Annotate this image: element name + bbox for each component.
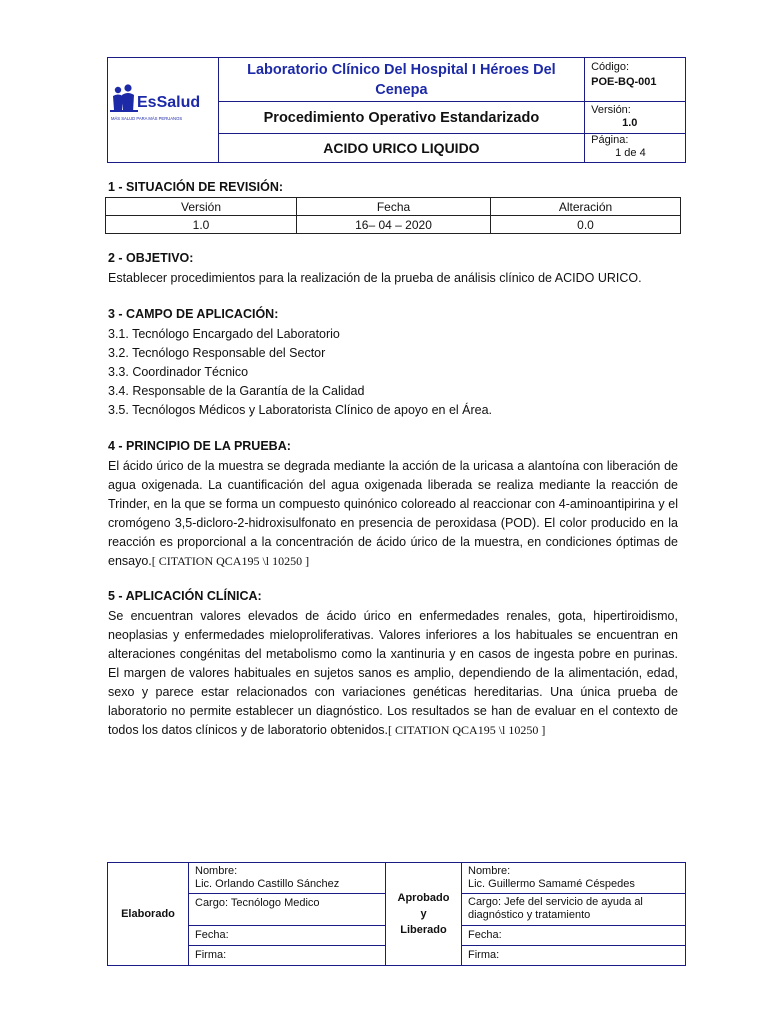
left-name: Lic. Orlando Castillo Sánchez <box>195 878 340 891</box>
version-label: Versión: <box>591 104 631 117</box>
left-name-label: Nombre: <box>195 865 238 878</box>
clinical-text: Se encuentran valores elevados de ácido úrico en enfermedades renales, gota, hipertiroidismo, neoplasias y enfermedades mieloproliferativas. Valores inferiores a los habituales se encuentran en alteraciones congénitas del metabolismo como la xantinuria y en casos de ingesta pobre en purinas. El margen de valores habituales en sujetos sanos es amplio, dependiendo de la alimentación, edad, sexo y parece estar relacionados con variaciones genéticas hereditarias. Una única prueba de laboratorio no permite establecer un diagnóstico. Los resultados se han de evaluar en el contexto de todos los datos clínicos y de laboratorio obtenidos. <box>108 609 678 737</box>
liberado-label: Liberado <box>400 924 447 936</box>
principle-text: El ácido úrico de la muestra se degrada mediante la acción de la uricasa a alantoína con liberación de agua oxigenada. La cuantificación del agua oxigenada liberada se realiza mediante la reacción de Trinder, en la que se forma un compuesto quinónico coloreado al reaccionar con 4-aminoantipirina y el cromógeno 3,5-dicloro-2-hidroxisulfonato en presencia de peroxidasa (POD). El color producido en la reacción es proporcional a la concentración de ácido úrico de la muestra, en condiciones óptimas de ensayo. <box>108 459 678 568</box>
code-label: Código: <box>591 61 630 73</box>
objective-text: Establecer procedimientos para la realización de la prueba de análisis clínico de ACIDO URICO. <box>108 271 642 285</box>
right-name: Lic. Guillermo Samamé Céspedes <box>468 878 635 891</box>
scope-list <box>108 325 683 420</box>
right-fecha: Fecha: <box>462 925 686 945</box>
objective-title: 2 - OBJETIVO: <box>108 251 194 265</box>
principle-title: 4 - PRINCIPIO DE LA PRUEBA: <box>108 439 291 453</box>
revision-change: 0.0 <box>491 216 681 234</box>
revision-table <box>105 197 681 234</box>
clinical-paragraph <box>108 607 678 740</box>
document-header <box>107 57 686 163</box>
lab-title: Laboratorio Clínico Del Hospital I Héroes Del Cenepa <box>247 61 556 98</box>
page-value: 1 de 4 <box>615 146 646 159</box>
right-cargo-cell <box>462 894 686 925</box>
version-cell <box>585 102 686 133</box>
scope-title: 3 - CAMPO DE APLICACIÓN: <box>108 307 279 321</box>
table-row <box>106 216 681 234</box>
right-cargo-line1: Cargo: Jefe del servicio de ayuda al <box>468 896 643 909</box>
table-row <box>106 198 681 216</box>
right-firma: Firma: <box>462 945 686 965</box>
revision-title: 1 - SITUACIÓN DE REVISIÓN: <box>108 180 284 194</box>
page-cell <box>585 133 686 162</box>
revision-header-version: Versión <box>106 198 297 216</box>
clinical-citation: [ CITATION QCA195 \l 10250 ] <box>388 723 546 737</box>
left-name-cell <box>189 863 386 894</box>
revision-header-change: Alteración <box>491 198 681 216</box>
list-item: 3.5. Tecnólogos Médicos y Laboratorista Clínico de apoyo en el Área. <box>108 403 493 417</box>
right-name-label: Nombre: <box>468 865 511 878</box>
essalud-logo <box>110 80 216 130</box>
list-item: 3.1. Tecnólogo Encargado del Laboratorio <box>108 327 340 341</box>
principle-citation: [ CITATION QCA195 \l 10250 ] <box>151 554 310 568</box>
test-title: ACIDO URICO LIQUIDO <box>218 133 584 162</box>
list-item: 3.4. Responsable de la Garantía de la Calidad <box>108 384 365 398</box>
logo-tagline: MÁS SALUD PARA MÁS PERUANOS <box>111 116 183 121</box>
revision-header-date: Fecha <box>297 198 491 216</box>
clinical-title: 5 - APLICACIÓN CLÍNICA: <box>108 589 262 603</box>
aprobado-y: y <box>420 908 427 920</box>
list-item: 3.3. Coordinador Técnico <box>108 365 249 379</box>
aprobado-label: Aprobado <box>397 892 450 904</box>
left-fecha: Fecha: <box>189 925 386 945</box>
procedure-title: Procedimiento Operativo Estandarizado <box>218 102 584 133</box>
left-cargo: Cargo: Tecnólogo Medico <box>189 894 386 925</box>
left-firma: Firma: <box>189 945 386 965</box>
code-cell <box>585 58 686 102</box>
page-label: Página: <box>591 133 629 146</box>
right-name-cell <box>462 863 686 894</box>
list-item: 3.2. Tecnólogo Responsable del Sector <box>108 346 326 360</box>
elaborado-label: Elaborado <box>108 863 189 966</box>
right-cargo-line2: diagnóstico y tratamiento <box>468 909 591 922</box>
logo-wordmark: EsSalud <box>137 94 201 111</box>
code-value: POE-BQ-001 <box>591 76 657 88</box>
revision-version: 1.0 <box>106 216 297 234</box>
version-value: 1.0 <box>622 117 638 130</box>
principle-paragraph <box>108 457 678 571</box>
revision-date: 16– 04 – 2020 <box>297 216 491 234</box>
aprobado-cell <box>386 863 462 966</box>
lab-title-cell <box>218 58 584 102</box>
approval-table <box>107 862 686 966</box>
logo-cell <box>108 58 219 163</box>
